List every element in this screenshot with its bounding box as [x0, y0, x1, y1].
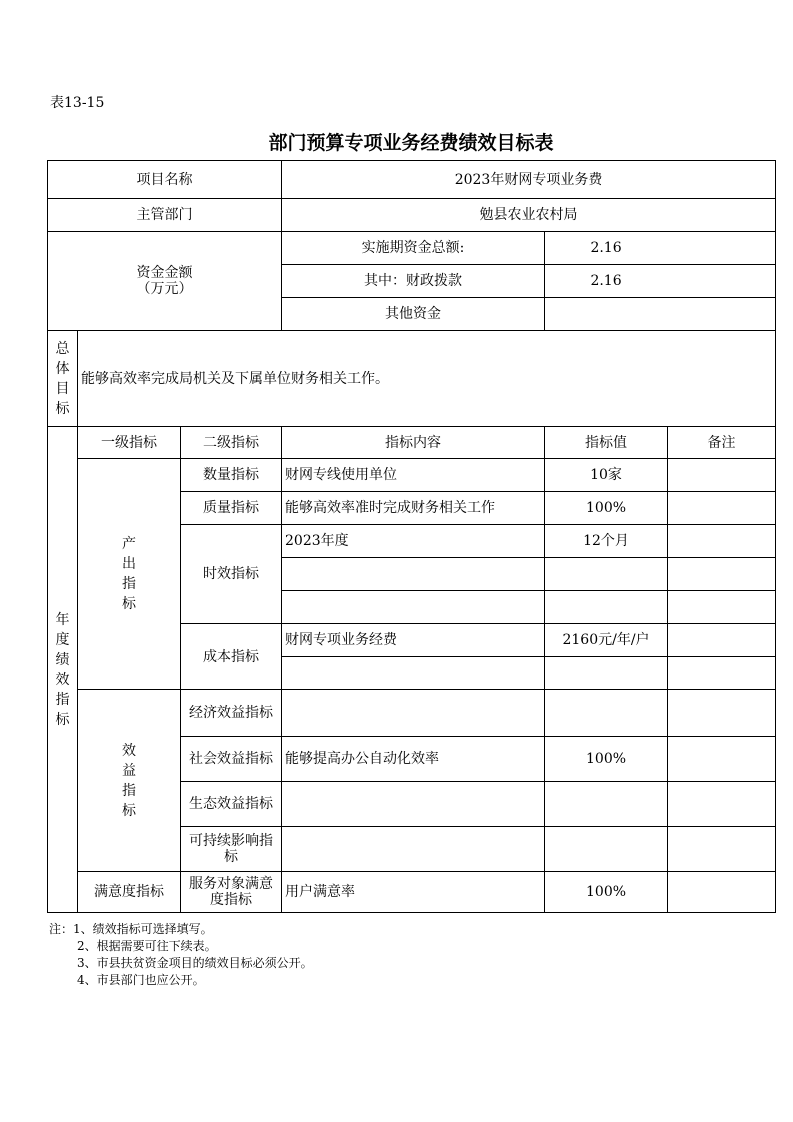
level2-cost: 成本指标: [181, 624, 282, 690]
header-level1: 一级指标: [78, 427, 181, 459]
level2-service: 服务对象满意度指标: [181, 872, 282, 913]
level2-social: 社会效益指标: [181, 737, 282, 782]
value-cell: [545, 827, 668, 872]
annual-indicator-label: 年度绩效指标: [48, 427, 78, 913]
content-cell: [282, 690, 545, 737]
value-cost: 2160元/年/户: [545, 624, 668, 657]
funds-label: 资金金额: [136, 265, 193, 281]
level2-quality: 质量指标: [181, 492, 282, 525]
note-cell: [668, 737, 776, 782]
value-cell: [545, 690, 668, 737]
content-time: 2023年度: [282, 525, 545, 558]
table-row: [48, 459, 776, 492]
satisfaction-indicator-label: 满意度指标: [78, 872, 181, 913]
level2-quantity: 数量指标: [181, 459, 282, 492]
dept-label: 主管部门: [48, 199, 282, 232]
value-social: 100%: [545, 737, 668, 782]
level2-economic: 经济效益指标: [181, 690, 282, 737]
content-cost: 财网专项业务经费: [282, 624, 545, 657]
total-funds-value: 2.16: [545, 232, 776, 265]
note-cell: [668, 492, 776, 525]
footnote-2: 2、根据需要可往下续表。: [77, 939, 217, 953]
note-cell: [668, 872, 776, 913]
table-number: 表13-15: [50, 95, 105, 111]
total-funds-label: 实施期资金总额:: [282, 232, 545, 265]
header-note: 备注: [668, 427, 776, 459]
footnote-1: 注：1、绩效指标可选择填写。: [49, 922, 213, 936]
project-name-value: 2023年财网专项业务费: [282, 161, 776, 199]
note-cell: [668, 657, 776, 690]
content-quality: 能够高效率准时完成财务相关工作: [282, 492, 545, 525]
table-row: [48, 161, 776, 199]
header-level2: 二级指标: [181, 427, 282, 459]
note-cell: [668, 591, 776, 624]
value-quantity: 10家: [545, 459, 668, 492]
content-cell: [282, 591, 545, 624]
table-row: [48, 199, 776, 232]
note-cell: [668, 525, 776, 558]
value-cell: [545, 591, 668, 624]
content-cell: [282, 657, 545, 690]
dept-value: 勉县农业农村局: [282, 199, 776, 232]
note-cell: [668, 558, 776, 591]
content-quantity: 财网专线使用单位: [282, 459, 545, 492]
note-cell: [668, 782, 776, 827]
value-service: 100%: [545, 872, 668, 913]
other-funds-label: 其他资金: [282, 298, 545, 331]
value-cell: [545, 558, 668, 591]
table-row: [48, 232, 776, 265]
value-time: 12个月: [545, 525, 668, 558]
level2-time: 时效指标: [181, 525, 282, 624]
project-name-label: 项目名称: [48, 161, 282, 199]
fiscal-funds-label: 其中：财政拨款: [282, 265, 545, 298]
value-cell: [545, 657, 668, 690]
level2-ecological: 生态效益指标: [181, 782, 282, 827]
fiscal-funds-value: 2.16: [545, 265, 776, 298]
table-row: [48, 690, 776, 737]
funds-unit: （万元）: [136, 281, 193, 297]
content-social: 能够提高办公自动化效率: [282, 737, 545, 782]
content-cell: [282, 782, 545, 827]
table-row: [48, 331, 776, 427]
output-indicator-label: 产出指标: [78, 459, 181, 690]
footnote-4: 4、市县部门也应公开。: [77, 973, 205, 987]
header-content: 指标内容: [282, 427, 545, 459]
overall-goal-label: 总体目标: [48, 331, 78, 427]
effect-indicator-label: 效益指标: [78, 690, 181, 872]
table-row: [48, 427, 776, 459]
footnote-3: 3、市县扶贫资金项目的绩效目标必须公开。: [77, 956, 313, 970]
overall-goal-text: 能够高效率完成局机关及下属单位财务相关工作。: [78, 331, 776, 427]
content-cell: [282, 558, 545, 591]
note-cell: [668, 624, 776, 657]
note-cell: [668, 690, 776, 737]
content-cell: [282, 827, 545, 872]
content-service: 用户满意率: [282, 872, 545, 913]
performance-target-table: [47, 160, 776, 913]
value-cell: [545, 782, 668, 827]
note-cell: [668, 827, 776, 872]
value-quality: 100%: [545, 492, 668, 525]
note-cell: [668, 459, 776, 492]
header-value: 指标值: [545, 427, 668, 459]
footnotes: [49, 921, 313, 989]
funds-label-cell: [48, 232, 282, 331]
level2-sustainable: 可持续影响指标: [181, 827, 282, 872]
table-row: [48, 872, 776, 913]
other-funds-value: [545, 298, 776, 331]
page-title: 部门预算专项业务经费绩效目标表: [268, 132, 554, 154]
